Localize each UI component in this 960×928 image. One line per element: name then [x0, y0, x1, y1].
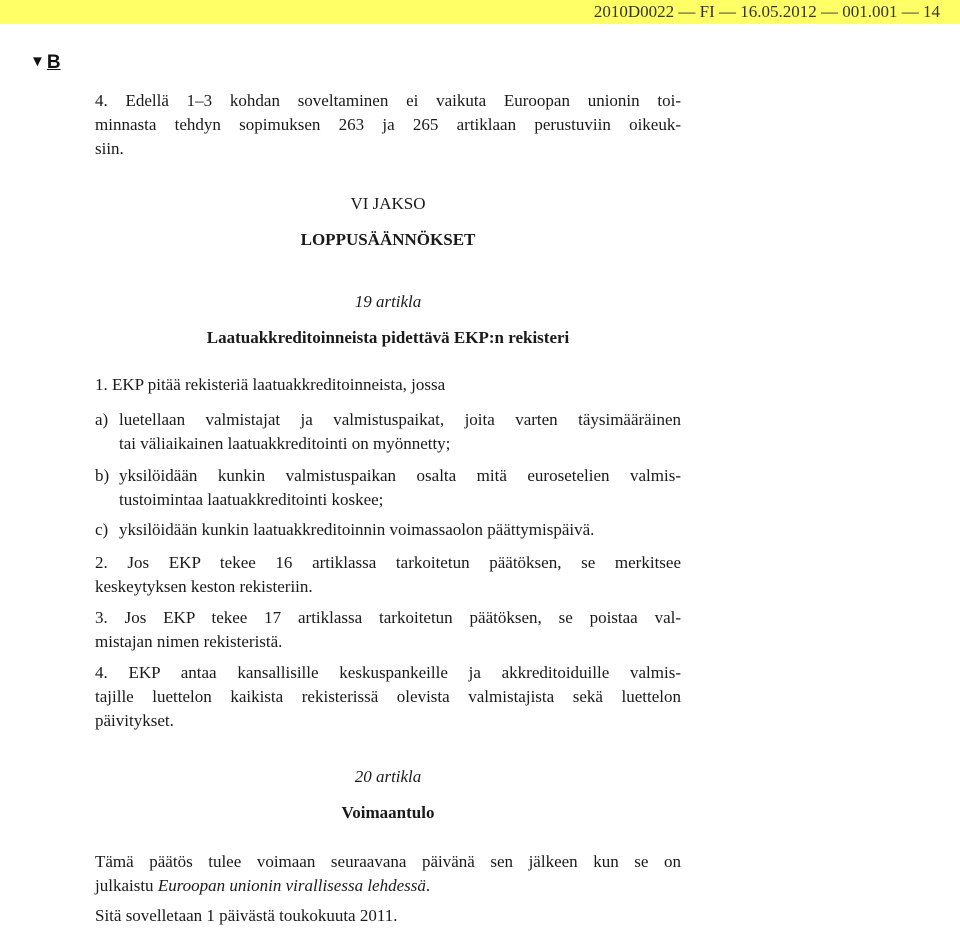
document-header-bar	[0, 0, 960, 24]
paragraph-line: päivitykset.	[95, 711, 174, 730]
list-item-line: yksilöidään kunkin laatuakkreditoinnin voimassaolon päättymispäivä.	[119, 520, 595, 539]
text-run: julkaistu	[95, 876, 158, 895]
document-header-text: 2010D0022 — FI — 16.05.2012 — 001.001 — 14	[593, 2, 940, 21]
article19-title: Laatuakkreditoinneista pidettävä EKP:n rekisteri	[206, 328, 570, 347]
list-item-line: tustoimintaa laatuakkreditointi koskee;	[119, 490, 384, 509]
paragraph-line: 3. Jos EKP tekee 17 artiklassa tarkoitetun päätöksen, se poistaa val-	[95, 608, 681, 627]
article20-paragraph-2: Sitä sovelletaan 1 päivästä toukokuuta 2011.	[95, 906, 398, 925]
consolidation-marker	[30, 52, 61, 74]
paragraph-line: siin.	[95, 139, 124, 158]
paragraph-line: 4. EKP antaa kansallisille keskuspankeille ja akkreditoiduille valmis-	[95, 663, 681, 682]
paragraph-line: 4. Edellä 1–3 kohdan soveltaminen ei vaikuta Euroopan unionin toi-	[95, 91, 681, 110]
article20-paragraph-1	[95, 850, 681, 898]
article19-paragraph-2	[95, 551, 681, 599]
list-item-label: c)	[95, 520, 109, 539]
article18-paragraph-4	[95, 89, 681, 161]
text-run: .	[425, 876, 431, 895]
paragraph-line: Tämä päätös tulee voimaan seuraavana päivänä sen jälkeen kun se on	[95, 852, 681, 871]
list-item-label: b)	[95, 466, 110, 485]
marker-label: B	[46, 52, 61, 73]
article20-title: Voimaantulo	[341, 803, 435, 822]
list-item-line: yksilöidään kunkin valmistuspaikan osalta mitä eurosetelien valmis-	[119, 466, 681, 485]
article19-paragraph-3	[95, 606, 681, 654]
list-item-line: luetellaan valmistajat ja valmistuspaikat, joita varten täysimääräinen	[119, 410, 681, 429]
list-item-c	[95, 518, 681, 542]
paragraph-line	[95, 874, 681, 898]
article19-paragraph-4	[95, 661, 681, 733]
paragraph-line: tajille luettelon kaikista rekisterissä olevista valmistajista sekä luettelon	[95, 687, 681, 706]
article19-number: 19 artikla	[354, 292, 422, 311]
article20-number: 20 artikla	[354, 767, 422, 786]
article19-paragraph-1: 1. EKP pitää rekisteriä laatuakkreditoinneista, jossa	[95, 375, 446, 394]
paragraph-line: minnasta tehdyn sopimuksen 263 ja 265 artiklaan perustuviin oikeuk-	[95, 115, 681, 134]
paragraph-line: 2. Jos EKP tekee 16 artiklassa tarkoitetun päätöksen, se merkitsee	[95, 553, 681, 572]
journal-name: Euroopan unionin virallisessa lehdessä	[157, 876, 426, 895]
section-title: LOPPUSÄÄNNÖKSET	[300, 230, 476, 249]
triangle-down-icon: ▼	[30, 53, 45, 70]
paragraph-line: mistajan nimen rekisteristä.	[95, 632, 283, 651]
section-number: VI JAKSO	[350, 194, 426, 213]
list-item-line: tai väliaikainen laatuakkreditointi on myönnetty;	[119, 434, 451, 453]
paragraph-line: keskeytyksen keston rekisteriin.	[95, 577, 313, 596]
list-item-label: a)	[95, 410, 109, 429]
list-item-b	[95, 464, 681, 512]
list-item-a	[95, 408, 681, 456]
